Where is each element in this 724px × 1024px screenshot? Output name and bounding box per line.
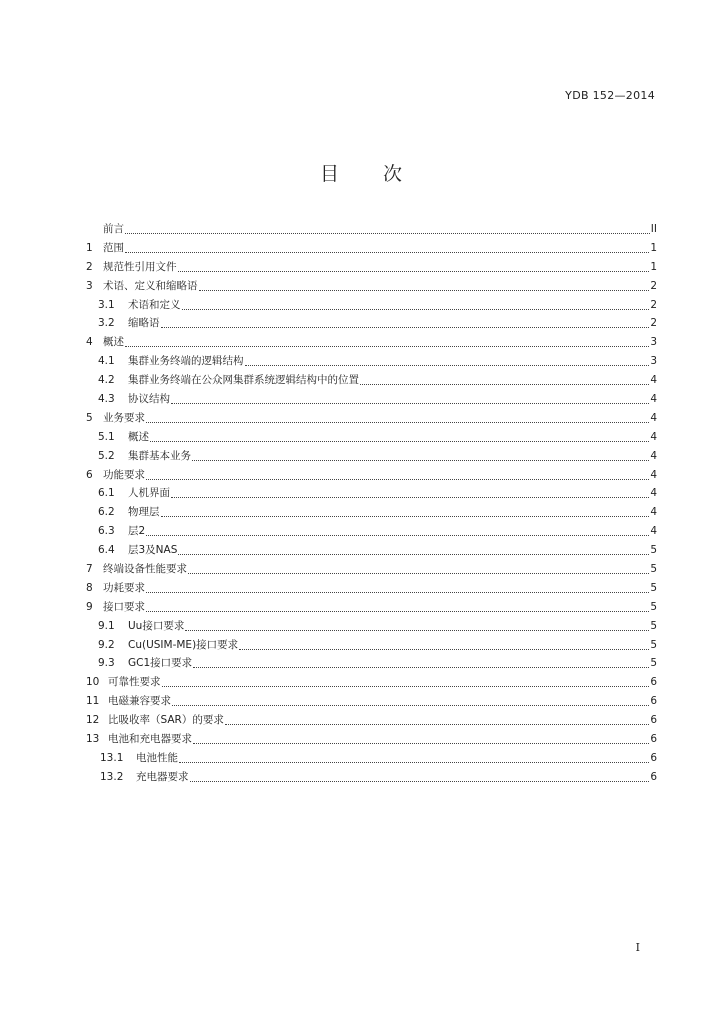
toc-entry-number: 3.1 xyxy=(98,298,115,311)
toc-entry-number: 9 xyxy=(86,600,93,613)
toc-leader-dots xyxy=(188,572,649,574)
page-number: I xyxy=(635,941,640,954)
toc-entry-label: 概述 xyxy=(128,430,149,443)
toc-entry-number: 6.1 xyxy=(98,487,115,500)
toc-entry[interactable] xyxy=(86,711,657,730)
toc-leader-dots xyxy=(178,553,649,555)
toc-leader-dots xyxy=(245,364,650,366)
toc-entry[interactable] xyxy=(86,522,657,541)
toc-entry[interactable] xyxy=(86,258,657,277)
toc-entry-page: 2 xyxy=(650,298,657,311)
toc-entry-page: 4 xyxy=(650,468,657,481)
toc-entry-number: 6.4 xyxy=(98,544,115,557)
toc-entry[interactable] xyxy=(86,560,657,579)
toc-entry-page: 1 xyxy=(650,260,657,273)
toc-entry-number: 12 xyxy=(86,714,100,727)
toc-entry-label: 终端设备性能要求 xyxy=(103,563,187,576)
toc-entry[interactable] xyxy=(86,220,657,239)
toc-leader-dots xyxy=(161,515,650,517)
toc-entry-page: 6 xyxy=(650,770,657,783)
toc-leader-dots xyxy=(239,648,649,650)
toc-entry[interactable] xyxy=(86,484,657,503)
toc-entry-number: 6.3 xyxy=(98,525,115,538)
toc-entry[interactable] xyxy=(86,277,657,296)
toc-entry-page: 5 xyxy=(650,581,657,594)
toc-entry-number: 9.1 xyxy=(98,619,115,632)
toc-leader-dots xyxy=(146,591,649,593)
toc-entry-number: 5.2 xyxy=(98,449,115,462)
toc-leader-dots xyxy=(161,326,650,328)
toc-entry[interactable] xyxy=(86,296,657,315)
toc-leader-dots xyxy=(360,383,649,385)
toc-entry[interactable] xyxy=(86,673,657,692)
toc-entry-number: 6 xyxy=(86,468,93,481)
toc-entry-label: 比吸收率（SAR）的要求 xyxy=(108,714,224,727)
toc-entry-number: 4.1 xyxy=(98,355,115,368)
toc-entry-number: 4 xyxy=(86,336,93,349)
toc-entry[interactable] xyxy=(86,730,657,749)
toc-entry-label: GC1接口要求 xyxy=(128,657,193,670)
page-title xyxy=(0,159,724,186)
toc-entry[interactable] xyxy=(86,239,657,258)
toc-entry-number: 4.2 xyxy=(98,374,115,387)
document-code: YDB 152—2014 xyxy=(565,89,655,102)
toc-entry-page: 6 xyxy=(650,676,657,689)
toc-entry-label: 功能要求 xyxy=(103,468,145,481)
toc-entry-page: 5 xyxy=(650,657,657,670)
toc-entry-label: 集群业务终端在公众网集群系统逻辑结构中的位置 xyxy=(128,374,359,387)
toc-entry-label: 电池性能 xyxy=(136,751,178,764)
toc-entry-page: 3 xyxy=(650,355,657,368)
toc-entry[interactable] xyxy=(86,692,657,711)
toc-entry-page: 2 xyxy=(650,279,657,292)
toc-leader-dots xyxy=(182,308,650,310)
toc-entry-page: 4 xyxy=(650,449,657,462)
toc-leader-dots xyxy=(162,685,650,687)
toc-leader-dots xyxy=(125,232,650,234)
toc-entry-label: 术语、定义和缩略语 xyxy=(103,279,198,292)
toc-entry-page: II xyxy=(650,223,657,235)
toc-leader-dots xyxy=(178,270,650,272)
toc-leader-dots xyxy=(172,704,649,706)
toc-entry-number: 11 xyxy=(86,695,100,708)
toc-entry[interactable] xyxy=(86,636,657,655)
toc-entry-label: 可靠性要求 xyxy=(108,676,161,689)
toc-entry-number: 13.2 xyxy=(100,770,124,783)
toc-entry-page: 1 xyxy=(650,241,657,254)
toc-leader-dots xyxy=(146,610,649,612)
toc-entry-label: 概述 xyxy=(103,336,124,349)
toc-leader-dots xyxy=(146,534,649,536)
toc-leader-dots xyxy=(125,345,649,347)
toc-entry-number: 13 xyxy=(86,733,100,746)
toc-entry-page: 6 xyxy=(650,695,657,708)
toc-entry-label: 层2 xyxy=(128,525,146,538)
toc-entry[interactable] xyxy=(86,579,657,598)
toc-entry-label: 业务要求 xyxy=(103,411,145,424)
toc-leader-dots xyxy=(192,459,649,461)
toc-entry-label: 范围 xyxy=(103,241,124,254)
toc-entry[interactable] xyxy=(86,428,657,447)
toc-entry-number: 3.2 xyxy=(98,317,115,330)
toc-entry-number: 5 xyxy=(86,411,93,424)
toc-entry-page: 5 xyxy=(650,600,657,613)
toc-entry[interactable] xyxy=(86,390,657,409)
toc-entry-number: 6.2 xyxy=(98,506,115,519)
toc-entry-label: Cu(USIM-ME)接口要求 xyxy=(128,638,239,651)
toc-entry[interactable] xyxy=(86,352,657,371)
toc-leader-dots xyxy=(225,723,649,725)
table-of-contents xyxy=(86,220,657,787)
toc-entry-label: 层3及NAS xyxy=(128,544,178,557)
toc-leader-dots xyxy=(179,761,649,763)
toc-entry-label: 功耗要求 xyxy=(103,581,145,594)
toc-leader-dots xyxy=(171,496,649,498)
toc-entry[interactable] xyxy=(86,749,657,768)
toc-entry[interactable] xyxy=(86,598,657,617)
toc-entry-page: 6 xyxy=(650,751,657,764)
toc-leader-dots xyxy=(199,289,650,291)
toc-entry-page: 4 xyxy=(650,374,657,387)
toc-entry-label: 电磁兼容要求 xyxy=(108,695,171,708)
toc-entry-label: 人机界面 xyxy=(128,487,170,500)
toc-leader-dots xyxy=(190,780,650,782)
toc-leader-dots xyxy=(185,629,649,631)
toc-entry-number: 3 xyxy=(86,279,93,292)
toc-leader-dots xyxy=(146,478,649,480)
toc-entry-label: 规范性引用文件 xyxy=(103,260,177,273)
toc-entry-page: 5 xyxy=(650,563,657,576)
toc-entry-page: 4 xyxy=(650,506,657,519)
toc-entry-page: 4 xyxy=(650,430,657,443)
toc-entry-label: 物理层 xyxy=(128,506,160,519)
toc-entry-number: 13.1 xyxy=(100,751,124,764)
toc-leader-dots xyxy=(193,742,649,744)
toc-entry-number: 10 xyxy=(86,676,100,689)
toc-entry-page: 5 xyxy=(650,638,657,651)
toc-leader-dots xyxy=(150,440,649,442)
toc-entry-page: 5 xyxy=(650,544,657,557)
title-char-1: 目 xyxy=(319,163,341,185)
toc-entry-label: 接口要求 xyxy=(103,600,145,613)
toc-entry[interactable] xyxy=(86,503,657,522)
toc-entry-number: 7 xyxy=(86,563,93,576)
toc-entry[interactable] xyxy=(86,617,657,636)
toc-entry[interactable] xyxy=(86,466,657,485)
toc-entry-label: 术语和定义 xyxy=(128,298,181,311)
toc-entry[interactable] xyxy=(86,409,657,428)
toc-entry-label: 集群业务终端的逻辑结构 xyxy=(128,355,244,368)
toc-leader-dots xyxy=(146,421,649,423)
toc-entry[interactable] xyxy=(86,333,657,352)
toc-entry-label: Uu接口要求 xyxy=(128,619,185,632)
toc-entry-number: 2 xyxy=(86,260,93,273)
toc-entry[interactable] xyxy=(86,654,657,673)
toc-entry-label: 电池和充电器要求 xyxy=(108,733,192,746)
toc-entry-page: 4 xyxy=(650,487,657,500)
title-char-2: 次 xyxy=(383,163,405,185)
toc-entry[interactable] xyxy=(86,541,657,560)
toc-entry-page: 3 xyxy=(650,336,657,349)
toc-leader-dots xyxy=(171,402,649,404)
toc-entry-page: 2 xyxy=(650,317,657,330)
toc-entry-number: 9.3 xyxy=(98,657,115,670)
toc-entry-page: 4 xyxy=(650,525,657,538)
toc-entry-number: 8 xyxy=(86,581,93,594)
toc-entry-number: 4.3 xyxy=(98,393,115,406)
toc-entry-page: 4 xyxy=(650,411,657,424)
toc-leader-dots xyxy=(193,666,649,668)
toc-entry[interactable] xyxy=(86,314,657,333)
toc-entry[interactable] xyxy=(86,447,657,466)
toc-entry-number: 9.2 xyxy=(98,638,115,651)
toc-entry[interactable] xyxy=(86,371,657,390)
toc-entry-number: 1 xyxy=(86,241,93,254)
toc-entry[interactable] xyxy=(86,768,657,787)
toc-entry-label: 前言 xyxy=(103,223,124,235)
toc-entry-page: 4 xyxy=(650,393,657,406)
toc-entry-label: 集群基本业务 xyxy=(128,449,191,462)
toc-leader-dots xyxy=(125,251,649,253)
toc-entry-label: 充电器要求 xyxy=(136,770,189,783)
toc-entry-label: 协议结构 xyxy=(128,393,170,406)
toc-entry-page: 6 xyxy=(650,733,657,746)
toc-entry-page: 5 xyxy=(650,619,657,632)
toc-entry-number: 5.1 xyxy=(98,430,115,443)
toc-entry-label: 缩略语 xyxy=(128,317,160,330)
toc-entry-page: 6 xyxy=(650,714,657,727)
